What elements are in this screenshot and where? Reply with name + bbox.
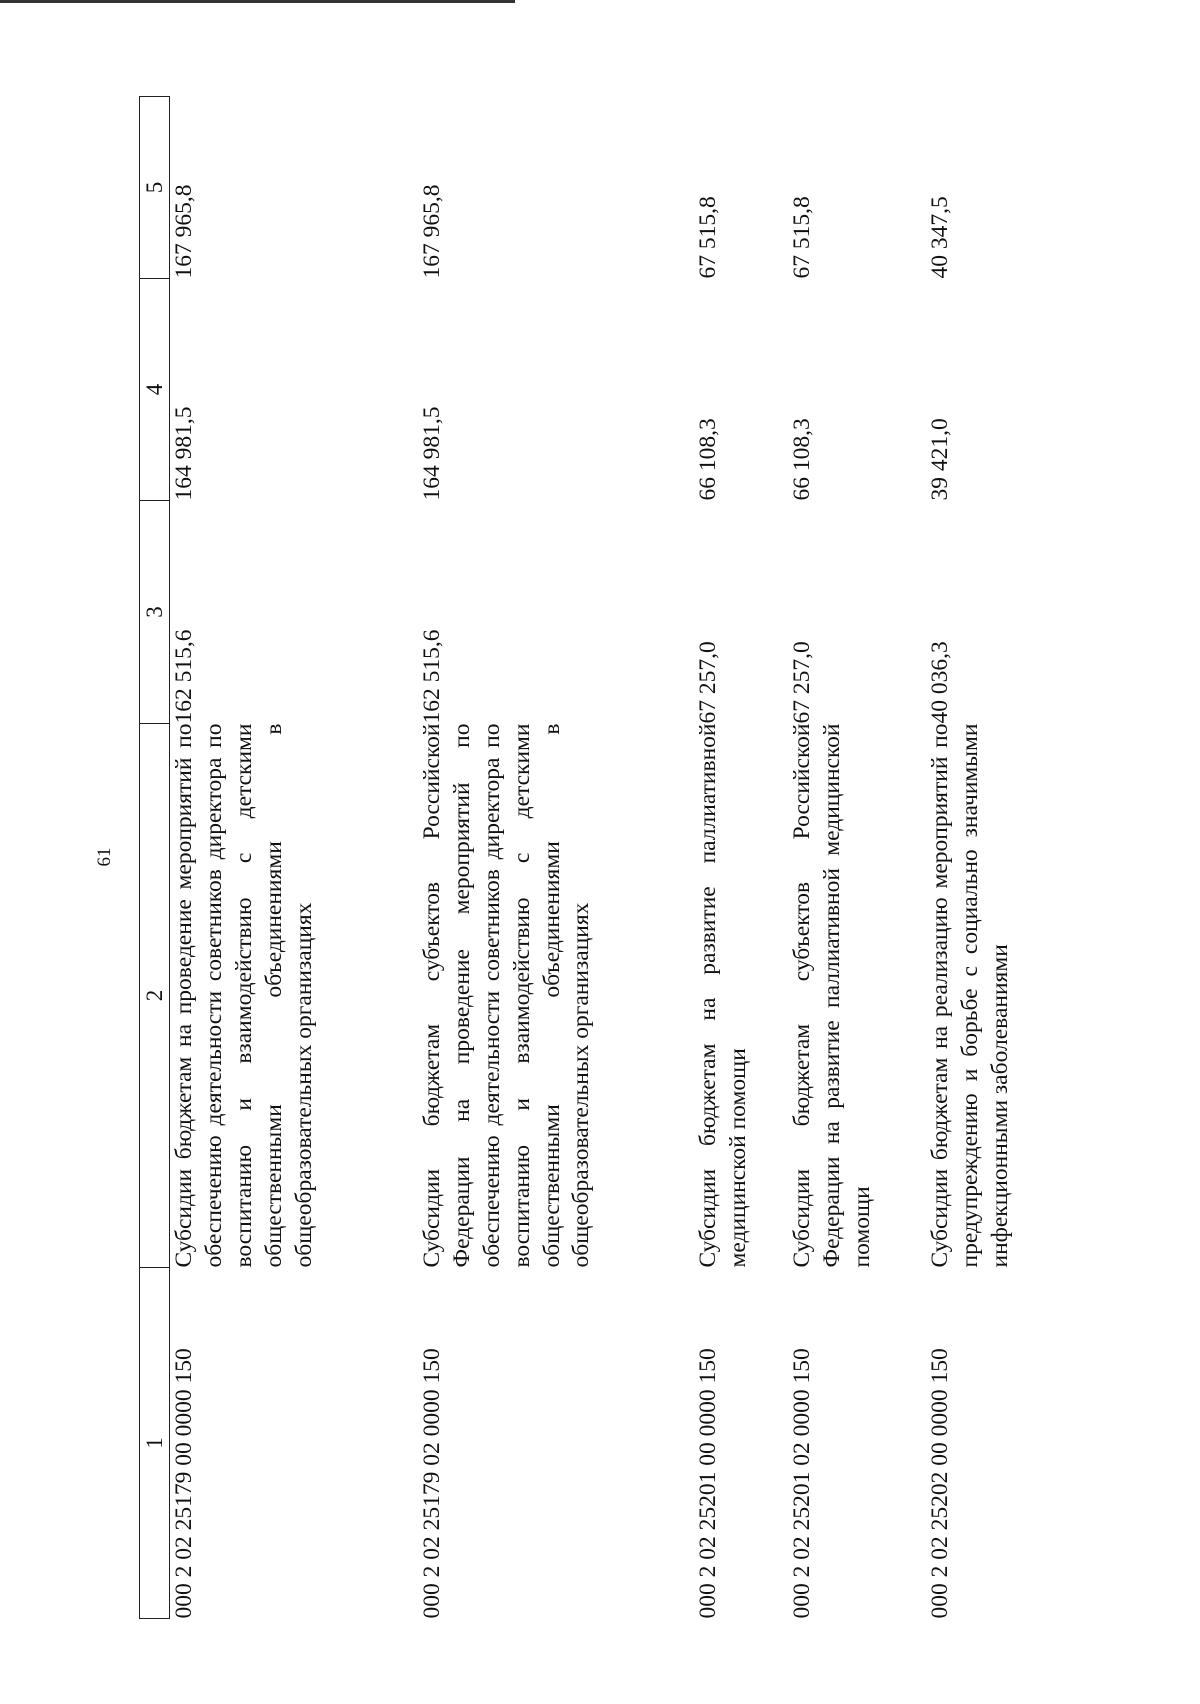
- column-header-4: 4: [140, 279, 170, 501]
- column-header-2: 2: [140, 724, 170, 1268]
- description-cell: Субсидии бюджетам субъектов Российской Федерации на проведение мероприятий по обеспечению деятельности советников директора по воспитанию и взаимодействию с детскими общественными объединениями в общеобразовательных организациях: [419, 723, 595, 1268]
- budget-code-cell: 000 2 02 25201 02 0000 150: [789, 1348, 816, 1619]
- rotated-table-container: [139, 97, 1119, 1619]
- description-cell: Субсидии бюджетам на реализацию мероприятий по предупреждению и борьбе с социально значимыми инфекционными заболеваниями: [927, 723, 1013, 1268]
- amount-col3-cell: 162 515,6: [171, 629, 198, 724]
- table-header-row: [140, 97, 170, 1619]
- amount-col3-cell: 67 257,0: [789, 641, 816, 724]
- table-row: [926, 97, 1066, 1619]
- amount-col5-cell: 67 515,8: [695, 196, 722, 279]
- amount-col5-cell: 167 965,8: [419, 184, 446, 279]
- column-header-1: 1: [140, 1268, 170, 1619]
- budget-code-cell: 000 2 02 25201 00 0000 150: [695, 1348, 722, 1619]
- amount-col3-cell: 40 036,3: [927, 641, 954, 724]
- budget-code-cell: 000 2 02 25179 00 0000 150: [171, 1348, 198, 1619]
- page-number: 61: [94, 847, 115, 867]
- amount-col5-cell: 67 515,8: [789, 196, 816, 279]
- column-header-5: 5: [140, 97, 170, 279]
- description-cell: Субсидии бюджетам на проведение мероприятий по обеспечению деятельности советников директора по воспитанию и взаимодействию с детскими общественными объединениями в общеобразовательных организациях: [171, 723, 317, 1268]
- amount-col4-cell: 66 108,3: [695, 418, 722, 501]
- amount-col4-cell: 39 421,0: [927, 418, 954, 501]
- amount-col5-cell: 40 347,5: [927, 196, 954, 279]
- table-row: [788, 97, 926, 1619]
- column-header-3: 3: [140, 501, 170, 724]
- amount-col3-cell: 162 515,6: [419, 629, 446, 724]
- amount-col4-cell: 164 981,5: [171, 406, 198, 501]
- amount-col4-cell: 164 981,5: [419, 406, 446, 501]
- budget-code-cell: 000 2 02 25179 02 0000 150: [419, 1348, 446, 1619]
- description-cell: Субсидии бюджетам субъектов Российской Федерации на развитие паллиативной медицинской помощи: [789, 723, 875, 1268]
- table-row: [170, 97, 419, 1619]
- budget-code-cell: 000 2 02 25202 00 0000 150: [927, 1348, 954, 1619]
- amount-col5-cell: 167 965,8: [171, 184, 198, 279]
- scan-edge-line: [0, 0, 515, 3]
- table-row: [694, 97, 788, 1619]
- budget-table: [139, 96, 1066, 1619]
- amount-col3-cell: 67 257,0: [695, 641, 722, 724]
- amount-col4-cell: 66 108,3: [789, 418, 816, 501]
- description-cell: Субсидии бюджетам на развитие паллиативной медицинской помощи: [695, 723, 752, 1268]
- table-row: [418, 97, 694, 1619]
